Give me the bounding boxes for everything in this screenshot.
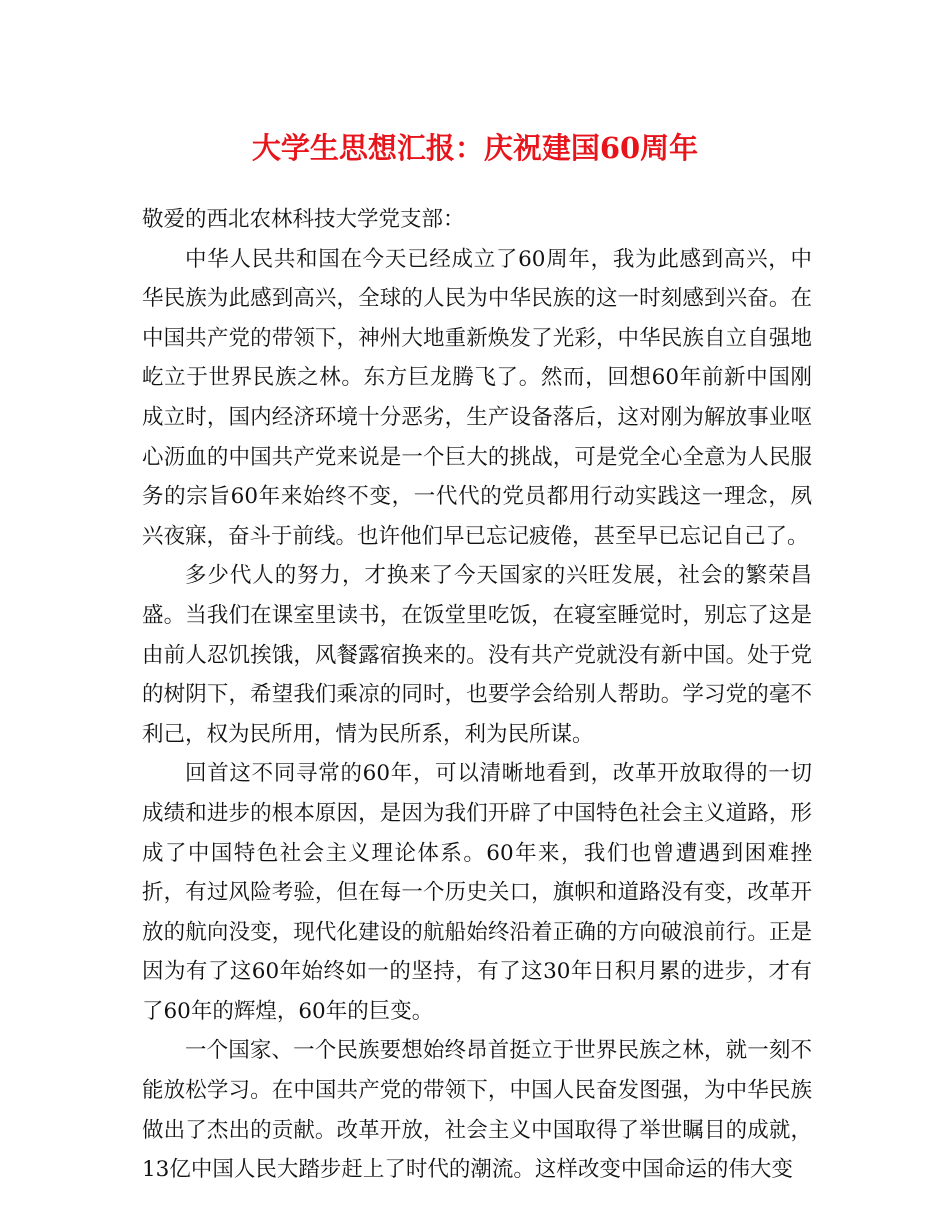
paragraph: 中华人民共和国在今天已经成立了60周年，我为此感到高兴，中华民族为此感到高兴，全球的人民为中华民族的这一时刻感到兴奋。在中国共产党的带领下，神州大地重新焕发了光彩，中华民族自立自强地屹立于世界民族之林。东方巨龙腾飞了。然而，回想60年前新中国刚成立时，国内经济环境十分恶劣，生产设备落后，这对刚为解放事业呕心沥血的中国共产党来说是一个巨大的挑战，可是党全心全意为人民服务的宗旨60年来始终不变，一代代的党员都用行动实践这一理念，夙兴夜寐，奋斗于前线。也许他们早已忘记疲倦，甚至早已忘记自己了。: [142, 246, 812, 549]
document-body: [142, 200, 812, 1190]
salutation: 敬爱的西北农林科技大学党支部：: [142, 207, 465, 232]
paragraph: 一个国家、一个民族要想始终昂首挺立于世界民族之林，就一刻不能放松学习。在中国共产党的带领下，中国人民奋发图强，为中华民族做出了杰出的贡献。改革开放，社会主义中国取得了举世瞩目的成就，13亿中国人民大踏步赶上了时代的潮流。这样改变中国命运的伟大变: [142, 1038, 812, 1183]
paragraph: 回首这不同寻常的60年，可以清晰地看到，改革开放取得的一切成绩和进步的根本原因，是因为我们开辟了中国特色社会主义道路，形成了中国特色社会主义理论体系。60年来，我们也曾遭遇到困难挫折，有过风险考验，但在每一个历史关口，旗帜和道路没有变，改革开放的航向没变，现代化建设的航船始终沿着正确的方向破浪前行。正是因为有了这60年始终如一的坚持，有了这30年日积月累的进步，才有了60年的辉煌，60年的巨变。: [142, 761, 812, 1024]
paragraph: 多少代人的努力，才换来了今天国家的兴旺发展，社会的繁荣昌盛。当我们在课室里读书，在饭堂里吃饭，在寝室睡觉时，别忘了这是由前人忍饥挨饿，风餐露宿换来的。没有共产党就没有新中国。处于党的树阴下，希望我们乘凉的同时，也要学会给别人帮助。学习党的毫不利己，权为民所用，情为民所系，利为民所谋。: [142, 563, 812, 747]
document-title: 大学生思想汇报：庆祝建国60周年: [251, 131, 699, 165]
